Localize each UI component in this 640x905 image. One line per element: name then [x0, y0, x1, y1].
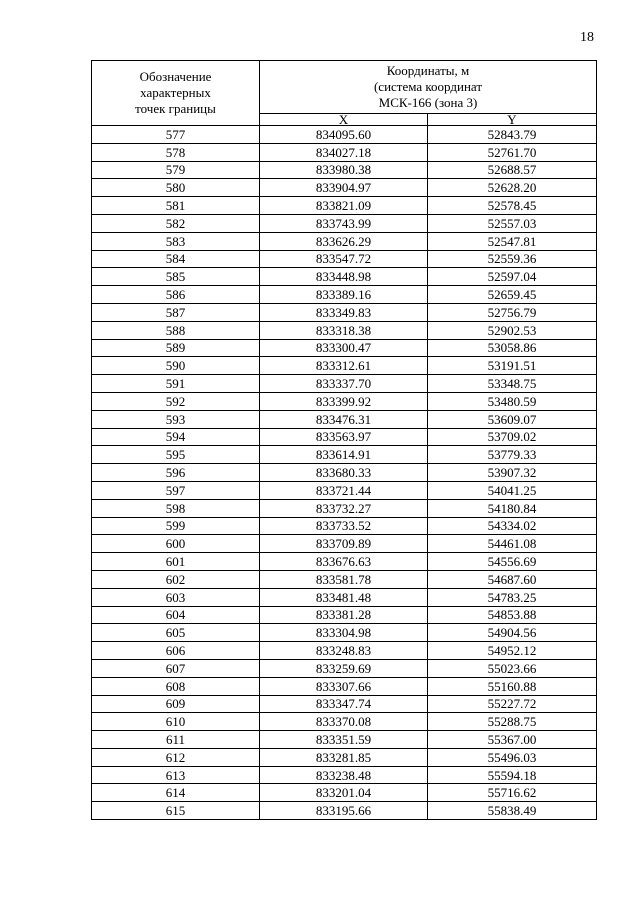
- y-coordinate-cell: 55838.49: [428, 802, 597, 820]
- y-coordinate-cell: 54334.02: [428, 517, 597, 535]
- point-number-cell: 580: [92, 179, 260, 197]
- y-coordinate-cell: 52761.70: [428, 143, 597, 161]
- page-number: 18: [580, 30, 594, 45]
- table-row: [92, 588, 597, 606]
- table-row: [92, 143, 597, 161]
- y-coordinate-cell: 52557.03: [428, 214, 597, 232]
- y-coordinate-cell: 53480.59: [428, 392, 597, 410]
- table-row: [92, 784, 597, 802]
- x-coordinate-cell: 833476.31: [260, 410, 428, 428]
- table-row: [92, 410, 597, 428]
- point-number-cell: 589: [92, 339, 260, 357]
- point-number-cell: 588: [92, 321, 260, 339]
- table-row: [92, 446, 597, 464]
- point-number-cell: 583: [92, 232, 260, 250]
- y-coordinate-cell: 52597.04: [428, 268, 597, 286]
- y-coordinate-cell: 53779.33: [428, 446, 597, 464]
- point-number-cell: 598: [92, 499, 260, 517]
- y-coordinate-cell: 52902.53: [428, 321, 597, 339]
- point-number-cell: 581: [92, 197, 260, 215]
- x-coordinate-cell: 833614.91: [260, 446, 428, 464]
- point-number-cell: 593: [92, 410, 260, 428]
- x-coordinate-cell: 833821.09: [260, 197, 428, 215]
- y-coordinate-cell: 52756.79: [428, 303, 597, 321]
- point-number-cell: 604: [92, 606, 260, 624]
- table-row: [92, 232, 597, 250]
- x-coordinate-cell: 833448.98: [260, 268, 428, 286]
- coords-header-line: (система координат: [373, 79, 483, 94]
- table-row: [92, 481, 597, 499]
- y-axis-header: Y: [428, 114, 597, 126]
- y-coordinate-cell: 53348.75: [428, 375, 597, 393]
- point-number-cell: 586: [92, 286, 260, 304]
- x-coordinate-cell: 833370.08: [260, 713, 428, 731]
- y-coordinate-cell: 55288.75: [428, 713, 597, 731]
- point-number-cell: 608: [92, 677, 260, 695]
- y-coordinate-cell: 55023.66: [428, 659, 597, 677]
- point-number-cell: 595: [92, 446, 260, 464]
- x-coordinate-cell: 833904.97: [260, 179, 428, 197]
- x-coordinate-cell: 833248.83: [260, 642, 428, 660]
- point-number-cell: 614: [92, 784, 260, 802]
- table-row: [92, 428, 597, 446]
- x-coordinate-cell: 833300.47: [260, 339, 428, 357]
- y-coordinate-cell: 55227.72: [428, 695, 597, 713]
- x-coordinate-cell: 833676.63: [260, 553, 428, 571]
- table-row: [92, 179, 597, 197]
- y-coordinate-cell: 53058.86: [428, 339, 597, 357]
- x-coordinate-cell: 833732.27: [260, 499, 428, 517]
- y-coordinate-cell: 54952.12: [428, 642, 597, 660]
- coords-header-line: МСК-166 (зона 3): [378, 95, 478, 110]
- x-coordinate-cell: 833626.29: [260, 232, 428, 250]
- y-coordinate-cell: 54853.88: [428, 606, 597, 624]
- x-coordinate-cell: 833195.66: [260, 802, 428, 820]
- y-coordinate-cell: 54783.25: [428, 588, 597, 606]
- table-row: [92, 642, 597, 660]
- table-row: [92, 357, 597, 375]
- table-row: [92, 375, 597, 393]
- point-number-cell: 597: [92, 481, 260, 499]
- table-row: [92, 303, 597, 321]
- x-coordinate-cell: 834095.60: [260, 126, 428, 144]
- table-row: [92, 624, 597, 642]
- y-coordinate-cell: 52659.45: [428, 286, 597, 304]
- x-coordinate-cell: 833349.83: [260, 303, 428, 321]
- table-row: [92, 286, 597, 304]
- table-body: [92, 126, 597, 820]
- table-row: [92, 268, 597, 286]
- table-row: [92, 250, 597, 268]
- x-coordinate-cell: 833743.99: [260, 214, 428, 232]
- table-row: [92, 713, 597, 731]
- point-number-cell: 609: [92, 695, 260, 713]
- y-coordinate-cell: 52843.79: [428, 126, 597, 144]
- point-number-cell: 607: [92, 659, 260, 677]
- point-number-cell: 582: [92, 214, 260, 232]
- point-number-cell: 599: [92, 517, 260, 535]
- point-number-cell: 578: [92, 143, 260, 161]
- x-coordinate-cell: 833733.52: [260, 517, 428, 535]
- table-row: [92, 570, 597, 588]
- table-row: [92, 659, 597, 677]
- x-coordinate-cell: 833481.48: [260, 588, 428, 606]
- point-number-cell: 615: [92, 802, 260, 820]
- x-coordinate-cell: 833389.16: [260, 286, 428, 304]
- x-coordinate-cell: 833581.78: [260, 570, 428, 588]
- point-number-cell: 592: [92, 392, 260, 410]
- table-row: [92, 321, 597, 339]
- point-number-cell: 613: [92, 766, 260, 784]
- point-number-cell: 606: [92, 642, 260, 660]
- x-coordinate-cell: 833399.92: [260, 392, 428, 410]
- point-number-cell: 584: [92, 250, 260, 268]
- table-row: [92, 214, 597, 232]
- point-number-cell: 585: [92, 268, 260, 286]
- x-axis-header: X: [260, 114, 428, 126]
- x-coordinate-cell: 833304.98: [260, 624, 428, 642]
- y-coordinate-cell: 54687.60: [428, 570, 597, 588]
- y-coordinate-cell: 53191.51: [428, 357, 597, 375]
- table-row: [92, 695, 597, 713]
- y-coordinate-cell: 54180.84: [428, 499, 597, 517]
- y-coordinate-cell: 53907.32: [428, 464, 597, 482]
- y-coordinate-cell: 55496.03: [428, 748, 597, 766]
- point-header-line: точек границы: [135, 101, 216, 116]
- table-row: [92, 499, 597, 517]
- table-row: [92, 677, 597, 695]
- point-header-line: Обозначение: [139, 69, 212, 84]
- y-coordinate-cell: 54461.08: [428, 535, 597, 553]
- table-row: [92, 161, 597, 179]
- y-coordinate-cell: 55594.18: [428, 766, 597, 784]
- y-coordinate-cell: 55716.62: [428, 784, 597, 802]
- y-coordinate-cell: 54556.69: [428, 553, 597, 571]
- x-coordinate-cell: 833381.28: [260, 606, 428, 624]
- table-header: [92, 61, 597, 126]
- point-number-cell: 587: [92, 303, 260, 321]
- x-coordinate-cell: 833259.69: [260, 659, 428, 677]
- x-coordinate-cell: 833563.97: [260, 428, 428, 446]
- table-row: [92, 553, 597, 571]
- table-row: [92, 197, 597, 215]
- x-coordinate-cell: 833238.48: [260, 766, 428, 784]
- x-coordinate-cell: 833201.04: [260, 784, 428, 802]
- y-coordinate-cell: 52559.36: [428, 250, 597, 268]
- point-number-cell: 590: [92, 357, 260, 375]
- table-row: [92, 339, 597, 357]
- y-coordinate-cell: 52628.20: [428, 179, 597, 197]
- x-coordinate-cell: 833721.44: [260, 481, 428, 499]
- table-row: [92, 464, 597, 482]
- table-row: [92, 748, 597, 766]
- coordinates-header: [260, 61, 597, 114]
- table-row: [92, 392, 597, 410]
- point-number-cell: 601: [92, 553, 260, 571]
- point-number-cell: 600: [92, 535, 260, 553]
- table-row: [92, 517, 597, 535]
- x-coordinate-cell: 833547.72: [260, 250, 428, 268]
- x-coordinate-cell: 833318.38: [260, 321, 428, 339]
- point-number-cell: 596: [92, 464, 260, 482]
- x-coordinate-cell: 833709.89: [260, 535, 428, 553]
- y-coordinate-cell: 52578.45: [428, 197, 597, 215]
- y-coordinate-cell: 54904.56: [428, 624, 597, 642]
- x-coordinate-cell: 834027.18: [260, 143, 428, 161]
- y-coordinate-cell: 52547.81: [428, 232, 597, 250]
- point-number-cell: 602: [92, 570, 260, 588]
- point-number-cell: 577: [92, 126, 260, 144]
- x-coordinate-cell: 833337.70: [260, 375, 428, 393]
- x-coordinate-cell: 833347.74: [260, 695, 428, 713]
- point-number-cell: 605: [92, 624, 260, 642]
- table-row: [92, 126, 597, 144]
- table-row: [92, 766, 597, 784]
- y-coordinate-cell: 55160.88: [428, 677, 597, 695]
- y-coordinate-cell: 53609.07: [428, 410, 597, 428]
- table-row: [92, 606, 597, 624]
- point-number-cell: 591: [92, 375, 260, 393]
- x-coordinate-cell: 833980.38: [260, 161, 428, 179]
- y-coordinate-cell: 54041.25: [428, 481, 597, 499]
- coordinates-table: [91, 60, 597, 820]
- point-number-cell: 611: [92, 731, 260, 749]
- point-header-line: характерных: [140, 85, 211, 100]
- table-row: [92, 802, 597, 820]
- x-coordinate-cell: 833680.33: [260, 464, 428, 482]
- y-coordinate-cell: 55367.00: [428, 731, 597, 749]
- x-coordinate-cell: 833307.66: [260, 677, 428, 695]
- point-number-cell: 610: [92, 713, 260, 731]
- y-coordinate-cell: 52688.57: [428, 161, 597, 179]
- x-coordinate-cell: 833281.85: [260, 748, 428, 766]
- y-coordinate-cell: 53709.02: [428, 428, 597, 446]
- point-number-cell: 612: [92, 748, 260, 766]
- point-number-cell: 594: [92, 428, 260, 446]
- coords-header-line: Координаты, м: [386, 63, 470, 78]
- x-coordinate-cell: 833312.61: [260, 357, 428, 375]
- table-row: [92, 731, 597, 749]
- table-row: [92, 535, 597, 553]
- point-number-cell: 603: [92, 588, 260, 606]
- point-designation-header: [92, 61, 260, 126]
- x-coordinate-cell: 833351.59: [260, 731, 428, 749]
- point-number-cell: 579: [92, 161, 260, 179]
